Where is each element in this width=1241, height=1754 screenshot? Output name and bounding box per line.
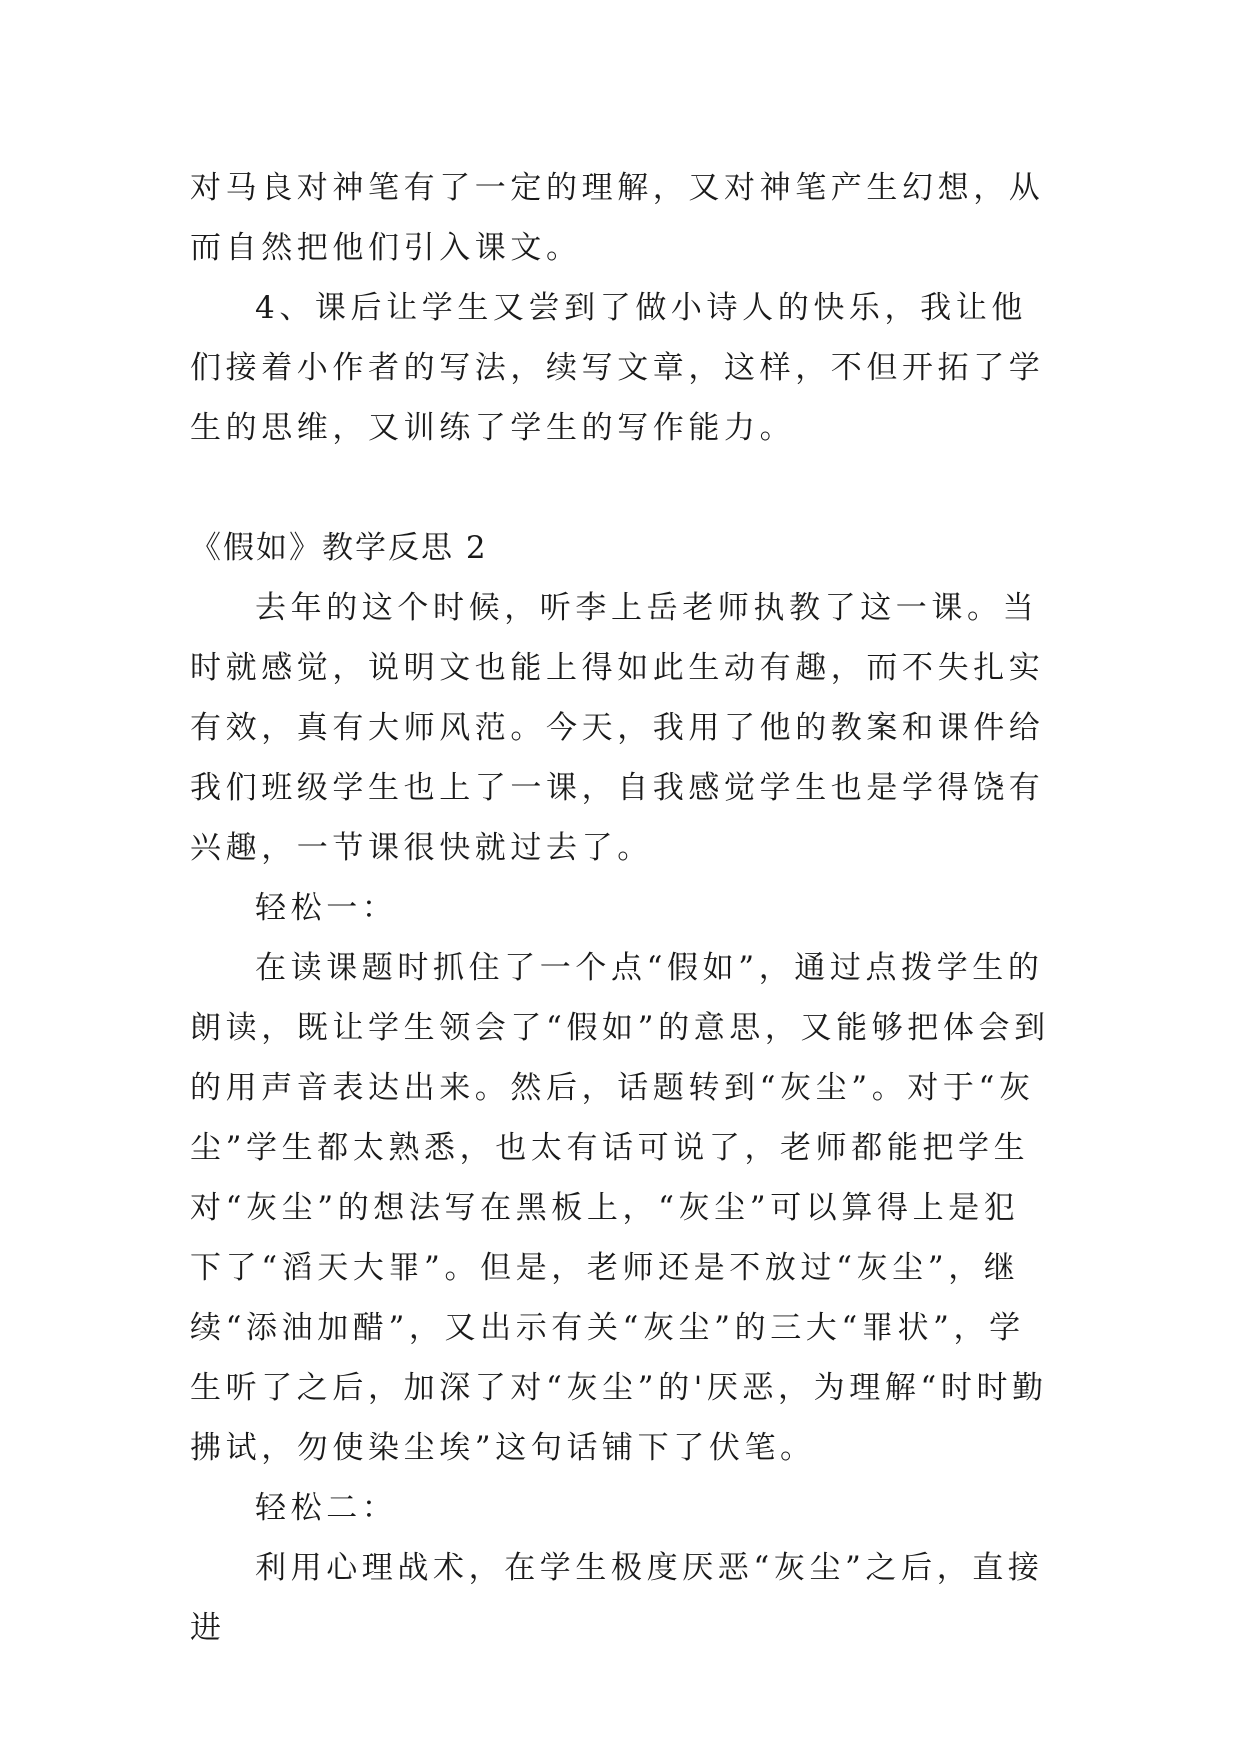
paragraph-easy-2: 利用心理战术，在学生极度厌恶“灰尘”之后，直接进 — [190, 1550, 1044, 1646]
paragraph-easy-1: 在读课题时抓住了一个点“假如”，通过点拨学生的朗读，既让学生领会了“假如”的意思，又能够把体会到的用声音表达出来。然后，话题转到“灰尘”。对于“灰尘”学生都太熟悉，也太有话可说了，老师都能把学生对“灰尘”的想法写在黑板上，“灰尘”可以算得上是犯下了“滔天大罪”。但是，老师还是不放过“灰尘”，继续“添油加醋”，又出示有关“灰尘”的三大“罪状”，学生听了之后，加深了对“灰尘”的'厌恶，为理解“时时勤拂试，勿使染尘埃”这句话铺下了伏笔。 — [190, 950, 1050, 1466]
paragraph-intro: 去年的这个时候，听李上岳老师执教了这一课。当时就感觉，说明文也能上得如此生动有趣，而不失扎实有效，真有大师风范。今天，我用了他的教案和课件给我们班级学生也上了一课，自我感觉学生也是学得饶有兴趣，一节课很快就过去了。 — [190, 590, 1045, 866]
paragraph-point-4: 4、课后让学生又尝到了做小诗人的快乐，我让他们接着小作者的写法，续写文章，这样，不但开拓了学生的思维，又训练了学生的写作能力。 — [190, 290, 1045, 446]
subheading-easy-1: 轻松一： — [255, 890, 398, 926]
paragraph-continuation: 对马良对神笔有了一定的理解，又对神笔产生幻想，从而自然把他们引入课文。 — [190, 170, 1045, 266]
document-body — [190, 158, 1050, 1658]
section-title: 《假如》教学反思 2 — [190, 530, 488, 566]
subheading-easy-2: 轻松二： — [255, 1490, 398, 1526]
